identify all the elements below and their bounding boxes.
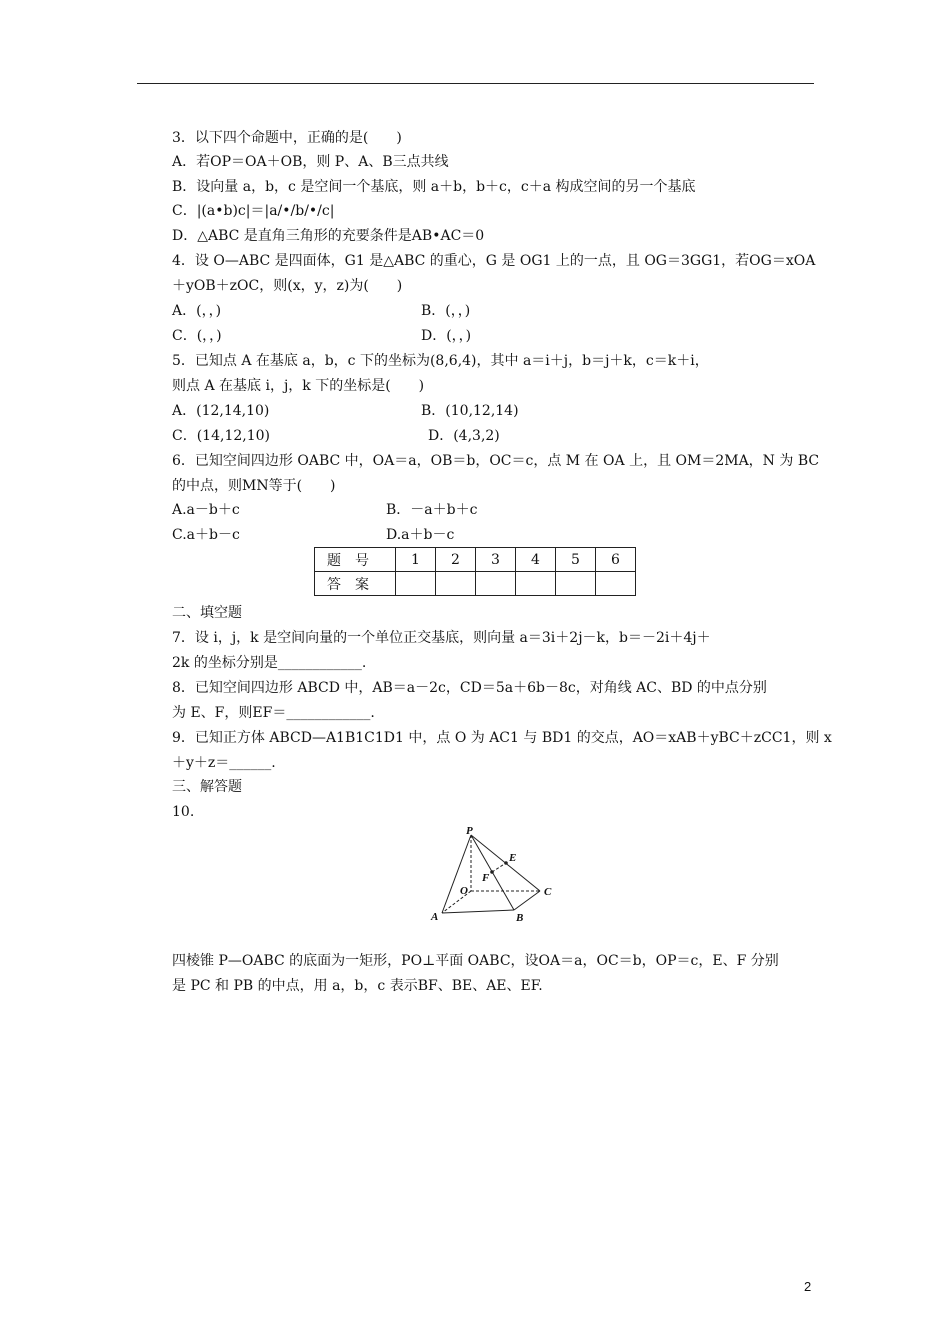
answer-table-number-cell: 5: [556, 548, 596, 572]
question-9-line-2: ＋y＋z＝______.: [172, 755, 276, 771]
question-9-line-1: 9．已知正方体 ABCD—A1B1C1D1 中，点 O 为 AC1 与 BD1 的交点，AO＝xAB＋yBC＋zCC1，则 x: [172, 730, 832, 746]
answer-table: [314, 547, 636, 596]
header-rule: [137, 83, 814, 84]
point-f: [490, 870, 494, 874]
answer-table-answer-row: [315, 572, 636, 596]
question-3-option-d: D．△ABC 是直角三角形的充要条件是AB•AC＝0: [172, 228, 485, 244]
answer-table-number-cell: 1: [396, 548, 436, 572]
label-b: B: [516, 912, 524, 924]
label-p: P: [466, 825, 473, 837]
question-3-option-b: B．设向量 a，b，c 是空间一个基底，则 a＋b，b＋c，c＋a 构成空间的另一个基底: [172, 179, 696, 195]
question-4-option-d: D．(，，): [421, 328, 472, 344]
answer-blank-cell: [596, 572, 636, 596]
question-7-line-1: 7．设 i，j，k 是空间向量的一个单位正交基底，则向量 a＝3i＋2j－k，b＝－2i＋4j＋: [172, 630, 711, 646]
page-number: 2: [804, 1279, 812, 1294]
question-5-line-1: 5．已知点 A 在基底 a，b，c 下的坐标为(8,6,4)，其中 a＝i＋j，b＝j＋k，c＝k＋i，: [172, 353, 709, 369]
question-6-line-1: 6．已知空间四边形 OABC 中，OA＝a，OB＝b，OC＝c，点 M 在 OA 上，且 OM＝2MA，N 为 BC: [172, 453, 820, 469]
question-5-option-d: D．(4,3,2): [428, 428, 500, 444]
question-6-option-a: A.a－b＋c: [172, 502, 240, 518]
question-5-line-2: 则点 A 在基底 i，j，k 下的坐标是( ): [172, 378, 425, 394]
question-5-option-a: A．(12,14,10): [172, 403, 270, 419]
label-f: F: [482, 872, 490, 884]
question-6-option-d: D.a＋b－c: [386, 527, 455, 543]
question-6-option-c: C.a＋b－c: [172, 527, 240, 543]
section-2-heading: 二、填空题: [172, 605, 242, 621]
question-6-option-b: B．－a＋b＋c: [386, 502, 478, 518]
answer-table-number-cell: 3: [476, 548, 516, 572]
question-6-line-2: 的中点，则MN等于( ): [172, 478, 336, 494]
answer-blank-cell: [476, 572, 516, 596]
label-e: E: [509, 852, 517, 864]
label-a: A: [431, 911, 439, 923]
question-7-line-2: 2k 的坐标分别是____________.: [172, 655, 367, 671]
answer-blank-cell: [396, 572, 436, 596]
edge-bc: [514, 891, 540, 910]
question-4-line-2: ＋yOB＋zOC，则(x，y，z)为( ): [172, 278, 403, 294]
question-8-line-2: 为 E、F，则EF＝____________.: [172, 705, 375, 721]
answer-table-number-header: 题号: [315, 548, 396, 572]
point-e: [504, 861, 508, 865]
question-5-option-c: C．(14,12,10): [172, 428, 270, 444]
pyramid-figure: [426, 825, 561, 925]
question-10-number: 10.: [172, 804, 195, 820]
question-3: 3．以下四个命题中，正确的是( ): [172, 130, 402, 146]
label-c: C: [544, 886, 552, 898]
label-o: O: [460, 885, 468, 897]
question-3-option-c: C．|(a•b)c|＝|a/•/b/•/c|: [172, 203, 335, 219]
section-3-heading: 三、解答题: [172, 779, 242, 795]
question-5-option-b: B．(10,12,14): [421, 403, 519, 419]
edge-ab: [442, 910, 514, 913]
question-4-line-1: 4．设 O—ABC 是四面体，G1 是△ABC 的重心，G 是 OG1 上的一点，且 OG＝3GG1，若OG＝xOA: [172, 253, 816, 269]
question-8-line-1: 8．已知空间四边形 ABCD 中，AB＝a－2c，CD＝5a＋6b－8c，对角线 AC、BD 的中点分别: [172, 680, 767, 696]
answer-table-number-cell: 2: [436, 548, 476, 572]
answer-table-number-cell: 4: [516, 548, 556, 572]
question-4-option-a: A．(，，): [172, 303, 222, 319]
question-4-option-c: C．(，，): [172, 328, 222, 344]
answer-blank-cell: [556, 572, 596, 596]
question-10-line-1: 四棱锥 P—OABC 的底面为一矩形，PO⊥平面 OABC，设OA＝a，OC＝b，OP＝c，E、F 分别: [172, 953, 779, 969]
question-10-line-2: 是 PC 和 PB 的中点，用 a，b，c 表示BF、BE、AE、EF.: [172, 978, 543, 994]
segment-fe-hidden: [492, 863, 506, 872]
answer-table-answer-header: 答案: [315, 572, 396, 596]
answer-blank-cell: [436, 572, 476, 596]
question-4-option-b: B．(，，): [421, 303, 471, 319]
answer-table-number-cell: 6: [596, 548, 636, 572]
question-3-option-a: A．若OP＝OA＋OB，则 P、A、B三点共线: [172, 154, 449, 170]
edge-pa: [442, 835, 471, 913]
answer-table-number-row: [315, 548, 636, 572]
answer-blank-cell: [516, 572, 556, 596]
